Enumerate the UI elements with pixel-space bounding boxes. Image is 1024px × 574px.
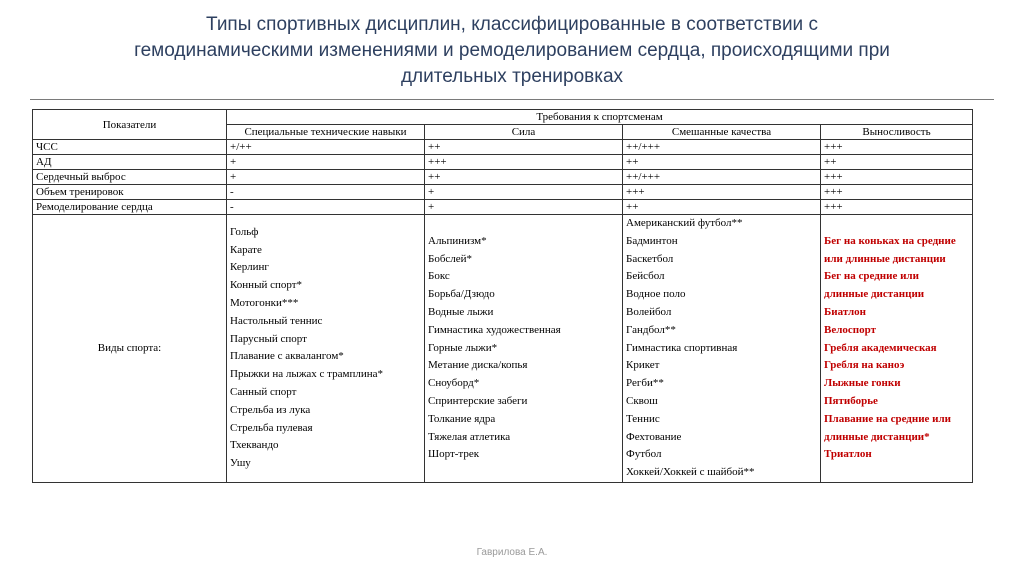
- list-item: Водные лыжи: [428, 305, 494, 318]
- table-row-sports: [33, 215, 973, 483]
- list-item: Бейсбол: [626, 270, 665, 283]
- list-item: Мотогонки***: [230, 297, 299, 310]
- list-item: Стрельба из лука: [230, 403, 311, 416]
- row-label: Ремоделирование сердца: [33, 200, 227, 215]
- list-item: или длинные дистанции: [824, 252, 946, 265]
- list-item: Плавание с аквалангом*: [230, 350, 344, 363]
- table-cell: ++: [623, 200, 821, 215]
- column-header-strength: Сила: [425, 125, 623, 140]
- list-item: Бег на средние или: [824, 270, 919, 283]
- list-item: Фехтование: [626, 430, 682, 443]
- list-item: Горные лыжи*: [428, 341, 498, 354]
- list-item: Пятиборье: [824, 394, 878, 407]
- slide-title: [20, 12, 1004, 90]
- list-item: Регби**: [626, 377, 664, 390]
- list-item: Бокс: [428, 270, 450, 283]
- row-label: Сердечный выброс: [33, 170, 227, 185]
- list-item: Бадминтон: [626, 234, 678, 247]
- list-item: Гребля на каноэ: [824, 359, 905, 372]
- list-item: Гребля академическая: [824, 341, 937, 354]
- list-item: Велоспорт: [824, 323, 876, 336]
- list-item: Бобслей*: [428, 252, 473, 265]
- list-item: Спринтерские забеги: [428, 394, 528, 407]
- list-item: Бег на коньках на средние: [824, 234, 956, 247]
- table-cell: ++: [425, 170, 623, 185]
- sports-list-endurance: [821, 215, 973, 483]
- row-label: АД: [33, 155, 227, 170]
- list-item: Тяжелая атлетика: [428, 430, 511, 443]
- list-item: Сквош: [626, 394, 658, 407]
- sports-list-strength: [425, 215, 623, 483]
- list-item: длинные дистанции: [824, 288, 925, 301]
- column-header-technical: Специальные технические навыки: [227, 125, 425, 140]
- table-cell: +: [227, 155, 425, 170]
- header-row-1: [33, 110, 973, 125]
- list-item: Керлинг: [230, 261, 269, 274]
- column-header-mixed: Смешанные качества: [623, 125, 821, 140]
- table-cell: +: [227, 170, 425, 185]
- list-item: Сноуборд*: [428, 377, 480, 390]
- title-line-3: длительных тренировках: [400, 66, 624, 87]
- list-item: Стрельба пулевая: [230, 421, 313, 434]
- table-row-cardiac-output: [33, 170, 973, 185]
- table-cell: +/++: [227, 140, 425, 155]
- sports-classification-table: [32, 109, 973, 483]
- list-item: Водное поло: [626, 288, 686, 301]
- title-line-2: гемодинамическими изменениями и ремоделированием сердца, происходящими при: [134, 40, 890, 61]
- title-line-1: Типы спортивных дисциплин, классифицированные в соответствии с: [206, 14, 818, 35]
- list-item: Настольный теннис: [230, 314, 323, 327]
- table-cell: +++: [821, 140, 973, 155]
- table-row-heart-rate: [33, 140, 973, 155]
- sports-list-mixed: [623, 215, 821, 483]
- requirements-header: Требования к спортсменам: [227, 110, 973, 125]
- sports-label: Виды спорта:: [33, 215, 227, 483]
- list-item: Гимнастика спортивная: [626, 341, 738, 354]
- column-header-endurance: Выносливость: [821, 125, 973, 140]
- list-item: Тхеквандо: [230, 439, 279, 452]
- list-item: Плавание на средние или: [824, 412, 952, 425]
- list-item: Толкание ядра: [428, 412, 496, 425]
- table-cell: +++: [821, 200, 973, 215]
- table-cell: ++: [623, 155, 821, 170]
- table-cell: -: [227, 185, 425, 200]
- list-item: Гимнастика художественная: [428, 323, 561, 336]
- list-item: Крикет: [626, 359, 660, 372]
- list-item: Баскетбол: [626, 252, 674, 265]
- table-row-heart-remodeling: [33, 200, 973, 215]
- table-row-training-volume: [33, 185, 973, 200]
- table-cell: +: [425, 185, 623, 200]
- footer-author: Гаврилова Е.А.: [476, 547, 548, 558]
- table-cell: +++: [623, 185, 821, 200]
- list-item: Гандбол**: [626, 323, 676, 336]
- list-item: Санный спорт: [230, 386, 297, 399]
- list-item: Шорт-трек: [428, 448, 480, 461]
- list-item: Американский футбол**: [626, 217, 743, 229]
- title-divider: [30, 99, 994, 100]
- list-item: длинные дистанции*: [824, 430, 930, 443]
- table-cell: ++: [821, 155, 973, 170]
- list-item: Борьба/Дзюдо: [428, 288, 495, 301]
- list-item: Триатлон: [824, 448, 872, 461]
- row-label: ЧСС: [33, 140, 227, 155]
- table-cell: +++: [821, 185, 973, 200]
- indicators-header: Показатели: [33, 110, 227, 140]
- sports-list-technical: [227, 215, 425, 483]
- list-item: Волейбол: [626, 305, 672, 318]
- list-item: Хоккей/Хоккей с шайбой**: [626, 466, 755, 479]
- list-item: Карате: [230, 243, 262, 256]
- table-cell: +: [425, 200, 623, 215]
- table-cell: -: [227, 200, 425, 215]
- list-item: Альпинизм*: [428, 234, 487, 247]
- list-item: Ушу: [230, 457, 251, 470]
- list-item: Прыжки на лыжах с трамплина*: [230, 368, 383, 381]
- row-label: Объем тренировок: [33, 185, 227, 200]
- table-cell: ++: [425, 140, 623, 155]
- table-cell: +++: [821, 170, 973, 185]
- list-item: Биатлон: [824, 305, 866, 318]
- list-item: Конный спорт*: [230, 279, 303, 292]
- table-cell: ++/+++: [623, 170, 821, 185]
- list-item: Парусный спорт: [230, 332, 307, 345]
- table-cell: ++/+++: [623, 140, 821, 155]
- list-item: Метание диска/копья: [428, 359, 528, 372]
- list-item: Лыжные гонки: [824, 377, 901, 390]
- list-item: Теннис: [626, 412, 660, 425]
- list-item: Футбол: [626, 448, 662, 461]
- table-cell: +++: [425, 155, 623, 170]
- table-row-blood-pressure: [33, 155, 973, 170]
- list-item: Гольф: [230, 225, 259, 238]
